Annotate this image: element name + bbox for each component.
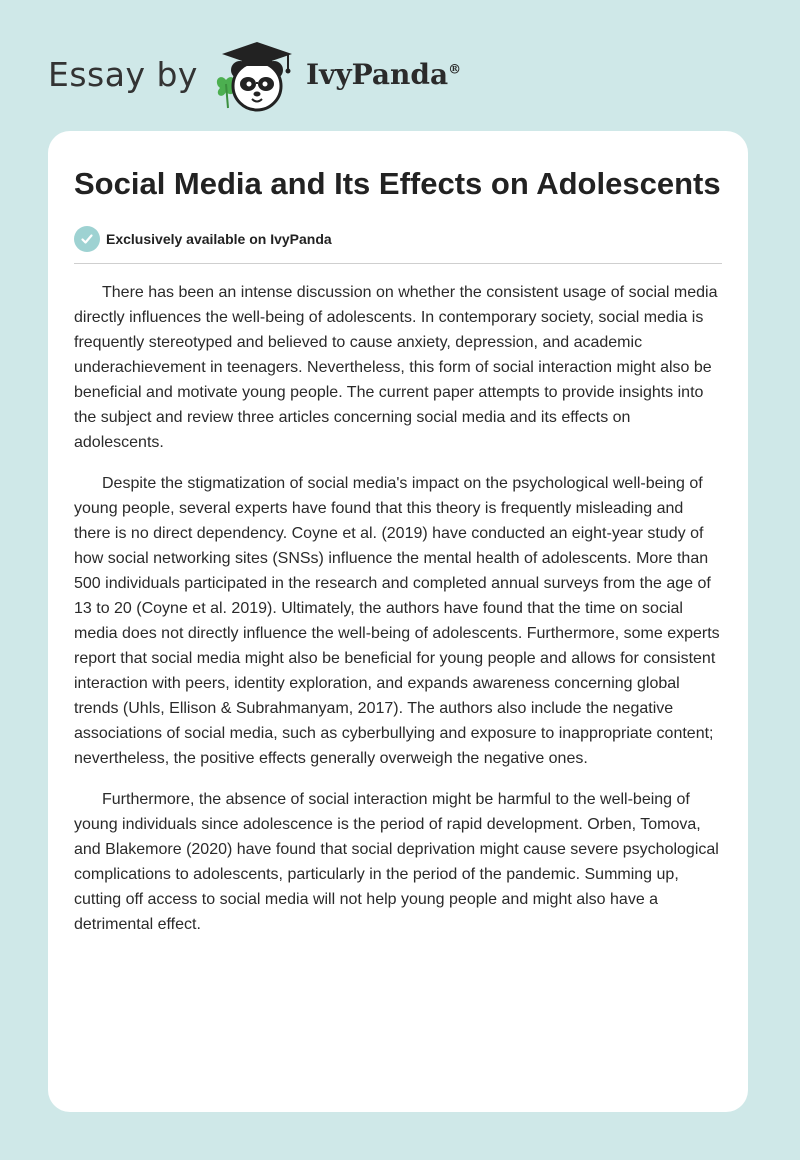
paragraph: Furthermore, the absence of social interaction might be harmful to the well-being of young individuals since adolescence is the period of rapid development. Orben, Tomova, and Blakemore (2020) have found that social deprivation might cause severe psychological complications to adolescents, particularly in the period of the pandemic. Summing up, cutting off access to social media will not help young people and might also have a detrimental effect.: [74, 791, 719, 933]
panda-logo-icon: [212, 34, 302, 114]
paragraph: There has been an intense discussion on whether the consistent usage of social media directly influences the well-being of adolescents. In contemporary society, social media is frequently stereotyped and believed to cause anxiety, depression, and academic underachievement in teenagers. Nevertheless, this form of social interaction might also be beneficial and motivate young people. The current paper attempts to provide insights into the subject and review three articles concerning social media and its effects on adolescents.: [74, 284, 718, 451]
paragraph: Despite the stigmatization of social media's impact on the psychological well-being of young people, several experts have found that this theory is frequently misleading and there is no direct dependency. Coyne et al. (2019) have conducted an eight-year study of how social networking sites (SNSs) influence the mental health of adolescents. More than 500 individuals participated in the research and completed annual surveys from the age of 13 to 20 (Coyne et al. 2019). Ultimately, the authors have found that the time on social media does not directly influence the well-being of adolescents. Furthermore, some experts report that social media might also be beneficial for young people and allows for consistent interaction with peers, identity exploration, and expands awareness concerning global trends (Uhls, Ellison & Subrahmanyam, 2017). The authors also include the negative associations of social media, such as cyberbullying and exposure to inappropriate content; nevertheless, the positive effects generally overweigh the negative ones.: [74, 475, 720, 767]
registered-mark: ®: [448, 62, 462, 78]
divider: [74, 263, 722, 264]
brand-header[interactable]: [48, 34, 461, 114]
exclusive-badge: [74, 225, 722, 253]
page-title: Social Media and Its Effects on Adolescents: [74, 166, 721, 201]
brand-prefix: Essay by: [48, 54, 198, 94]
check-icon: [74, 226, 100, 252]
brand-name: IvyPanda®: [305, 57, 462, 91]
essay-card: [48, 131, 748, 1112]
essay-body: [74, 280, 722, 937]
badge-text: Exclusively available on IvyPanda: [106, 231, 332, 247]
